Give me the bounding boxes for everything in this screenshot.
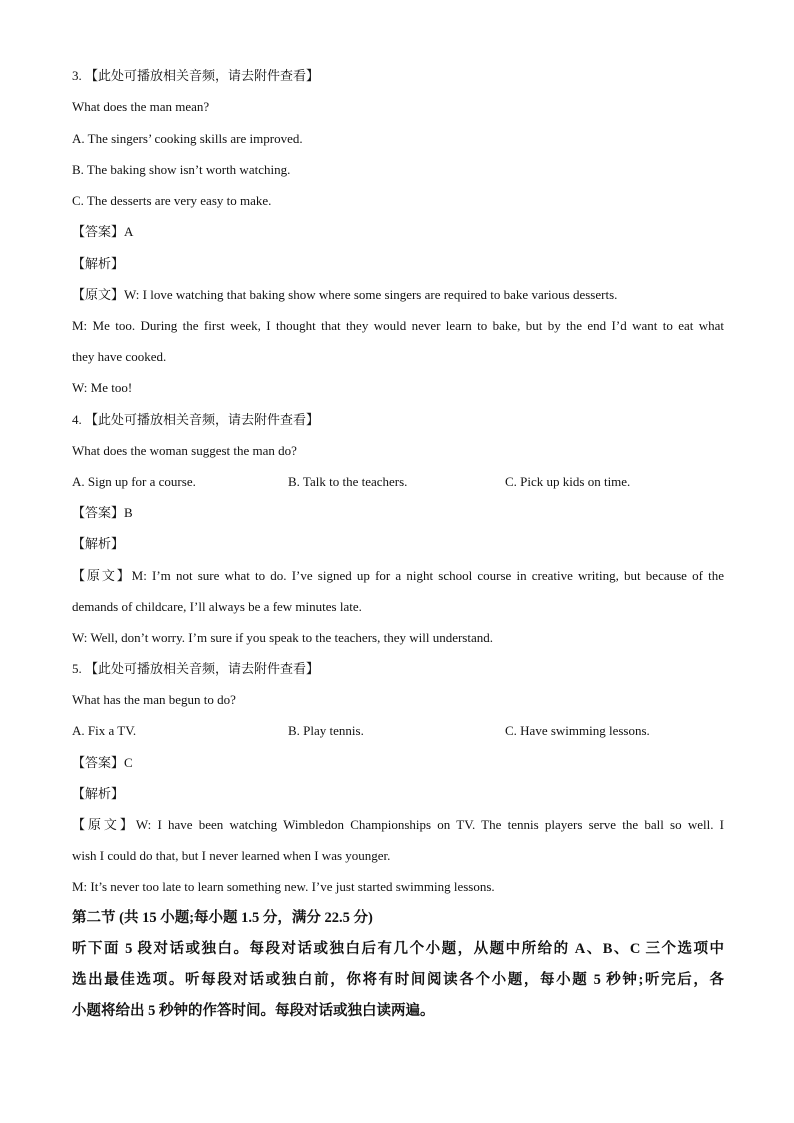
section-2-title: 第二节 (共 15 小题;每小题 1.5 分，满分 22.5 分) (72, 910, 373, 926)
question-4-transcript-line-2: demands of childcare, I’ll always be a few minutes late. (72, 599, 362, 614)
section-2-instructions-line-2: 选出最佳选项。听每段对话或独白前，你将有时间阅读各个小题，每小题 5 秒钟;听完后，各 (72, 972, 724, 988)
question-3-answer: 【答案】A (72, 224, 134, 239)
question-5-header: 5. 【此处可播放相关音频，请去附件查看】 (72, 661, 320, 676)
question-3-transcript-line-4: W: Me too! (72, 380, 133, 395)
question-4-transcript-line-1: 【原文】M: I’m not sure what to do. I’ve signed up for a night school course in creative writing, but because of the (72, 568, 724, 583)
question-5-transcript-line-1: 【原文】W: I have been watching Wimbledon Championships on TV. The tennis players serve the ball so well. I (72, 817, 724, 832)
question-3-option-b: B. The baking show isn’t worth watching. (72, 162, 291, 177)
question-5-text: What has the man begun to do? (72, 692, 236, 707)
question-4-answer: 【答案】B (72, 505, 133, 520)
question-3-header: 3. 【此处可播放相关音频，请去附件查看】 (72, 68, 320, 83)
question-3-option-a: A. The singers’ cooking skills are improved. (72, 131, 303, 146)
question-3-transcript-line-2: M: Me too. During the first week, I thought that they would never learn to bake, but by the end I’d want to eat what (72, 318, 724, 333)
question-3-analysis-label: 【解析】 (72, 256, 125, 271)
question-4-analysis-label: 【解析】 (72, 536, 125, 551)
section-2-instructions-line-1: 听下面 5 段对话或独白。每段对话或独白后有几个小题，从题中所给的 A、B、C 三个选项中 (72, 941, 724, 957)
question-5-analysis-label: 【解析】 (72, 786, 125, 801)
question-4-transcript-line-3: W: Well, don’t worry. I’m sure if you speak to the teachers, they will understand. (72, 630, 493, 645)
question-3-text: What does the man mean? (72, 99, 210, 114)
question-5-answer: 【答案】C (72, 755, 133, 770)
question-3-transcript-line-3: they have cooked. (72, 349, 167, 364)
question-3-transcript-line-1: 【原文】W: I love watching that baking show where some singers are required to bake various desserts. (72, 287, 618, 302)
question-5-transcript-line-2: wish I could do that, but I never learned when I was younger. (72, 848, 391, 863)
question-5-option-b: B. Play tennis. (288, 723, 364, 738)
question-4-header: 4. 【此处可播放相关音频，请去附件查看】 (72, 412, 320, 427)
question-5-transcript-line-3: M: It’s never too late to learn something new. I’ve just started swimming lessons. (72, 879, 495, 894)
question-5-option-c: C. Have swimming lessons. (505, 723, 650, 738)
question-3-option-c: C. The desserts are very easy to make. (72, 193, 272, 208)
question-4-text: What does the woman suggest the man do? (72, 443, 297, 458)
question-4-option-c: C. Pick up kids on time. (505, 474, 631, 489)
section-2-instructions-line-3: 小题将给出 5 秒钟的作答时间。每段对话或独白读两遍。 (72, 1003, 435, 1019)
question-4-option-a: A. Sign up for a course. (72, 474, 196, 489)
question-5-option-a: A. Fix a TV. (72, 723, 137, 738)
question-4-option-b: B. Talk to the teachers. (288, 474, 408, 489)
